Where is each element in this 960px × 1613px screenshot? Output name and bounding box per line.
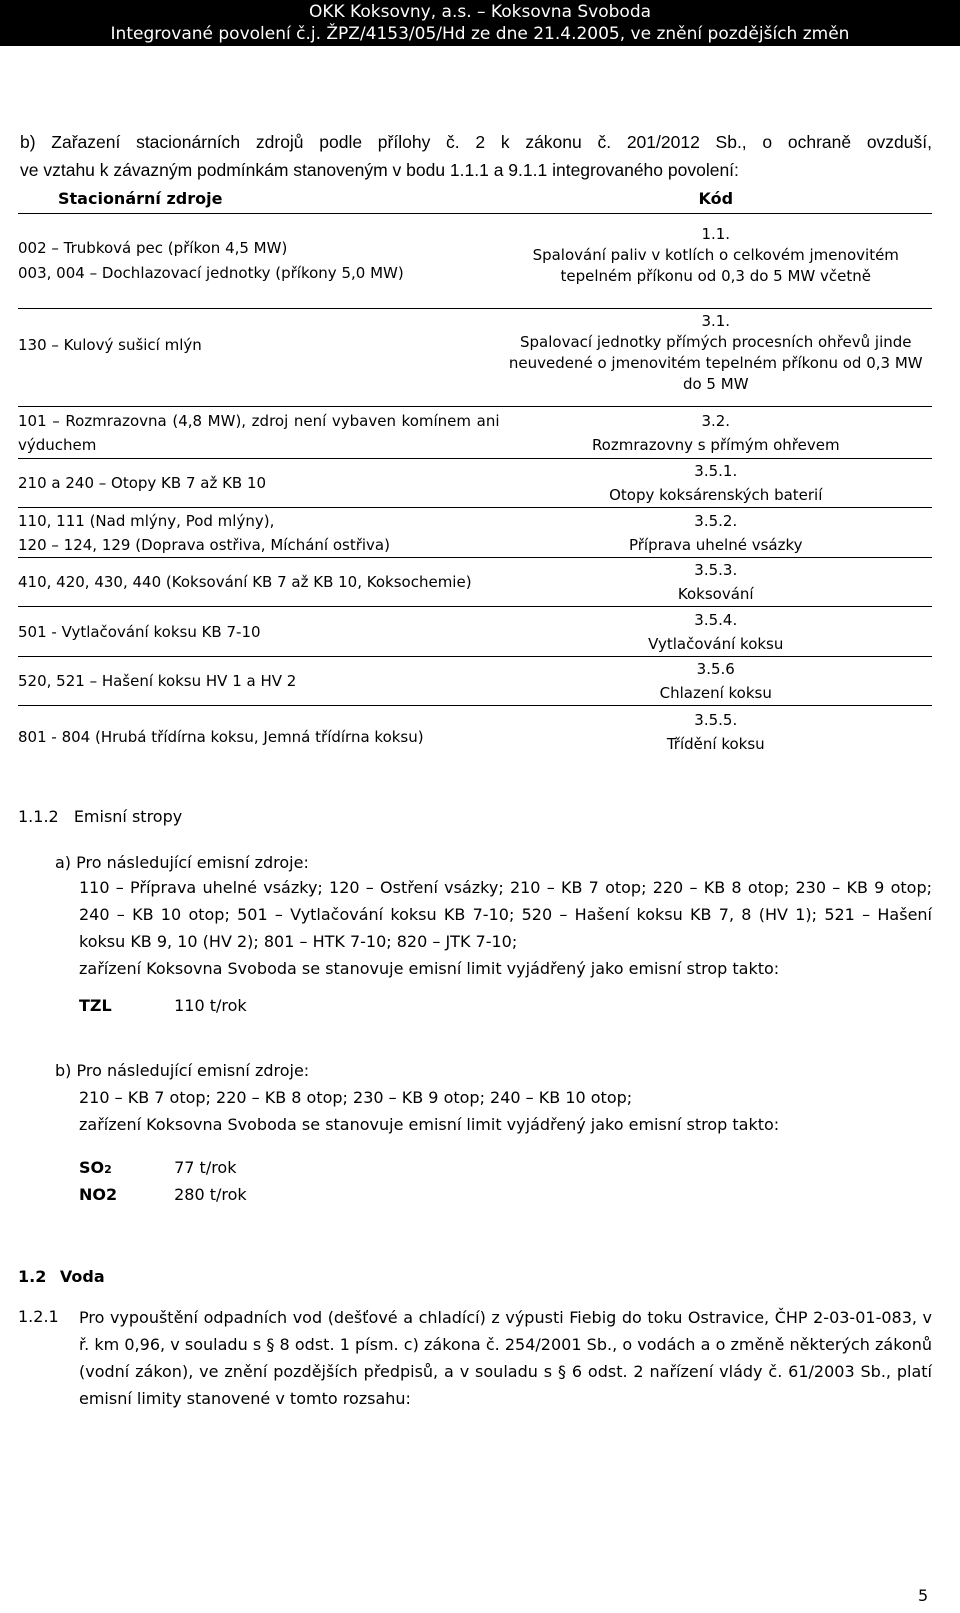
intro-paragraph bbox=[20, 128, 932, 184]
col-header-code: Kód bbox=[500, 183, 933, 214]
emission-a-statement: zařízení Koksovna Svoboda se stanovuje emisní limit vyjádřený jako emisní strop takto: bbox=[79, 959, 780, 978]
emission-heading-number: 1.1.2 bbox=[18, 807, 59, 826]
row-code-cell bbox=[500, 309, 933, 407]
table-row bbox=[18, 657, 932, 706]
table-row bbox=[18, 508, 932, 558]
code: 3.5.1. bbox=[694, 462, 738, 480]
table-row bbox=[18, 309, 932, 407]
row-code-cell bbox=[500, 459, 933, 508]
code-description: Třídění koksu bbox=[666, 735, 765, 753]
header-company: OKK Koksovny, a.s. – Koksovna Svoboda bbox=[308, 2, 652, 22]
source-line: 501 - Vytlačování koksu KB 7-10 bbox=[18, 622, 261, 641]
code: 3.5.5. bbox=[694, 711, 738, 729]
table-row bbox=[18, 558, 932, 607]
item-title: Pro následující emisní zdroje: bbox=[76, 853, 309, 872]
page-header bbox=[0, 0, 960, 46]
table-row bbox=[18, 407, 932, 459]
source-line: 520, 521 – Hašení koksu HV 1 a HV 2 bbox=[18, 672, 297, 690]
source-line: 801 - 804 (Hrubá třídírna koksu, Jemná třídírna koksu) bbox=[18, 727, 424, 746]
code-description: Rozmrazovny s přímým ohřevem bbox=[591, 435, 840, 454]
code-description: Vytlačování koksu bbox=[648, 634, 784, 653]
emission-b-statement: zařízení Koksovna Svoboda se stanovuje emisní limit vyjádřený jako emisní strop takto: bbox=[79, 1115, 780, 1134]
code: 3.2. bbox=[701, 411, 731, 430]
code: 3.5.3. bbox=[694, 561, 738, 579]
code: 3.5.2. bbox=[694, 511, 738, 530]
row-code-cell bbox=[500, 214, 933, 309]
table-row bbox=[18, 214, 932, 309]
code-description: Spalování paliv v kotlích o celkovém jmenovitém tepelném příkonu od 0,3 do 5 MW včetně bbox=[532, 246, 899, 285]
item-label: a) bbox=[55, 853, 72, 872]
row-sources bbox=[18, 508, 500, 558]
item-title: Pro následující emisní zdroje: bbox=[76, 1061, 310, 1080]
emission-b-limit-1 bbox=[79, 1155, 236, 1182]
water-item-text: Pro vypouštění odpadních vod (dešťové a chladící) z výpusti Fiebig do toku Ostravice, ČHP 2-03-01-083, v ř. km 0,96, v souladu s § 8 odst. 1 písm. c) zákona č. 254/2001 Sb., o vodách a o změně některých zákonů (vodní zákon), ve znění pozdějších předpisů, a v souladu s § 6 odst. 2 nařízení vlády č. 61/2003 Sb., platí emisní limity stanovené v tomto rozsahu: bbox=[79, 1308, 932, 1408]
table-header-row bbox=[18, 183, 932, 214]
emission-b-sources: 210 – KB 7 otop; 220 – KB 8 otop; 230 – KB 9 otop; 240 – KB 10 otop; bbox=[79, 1088, 633, 1107]
source-line: 110, 111 (Nad mlýny, Pod mlýny), bbox=[18, 511, 275, 530]
pollutant-limit: 110 t/rok bbox=[174, 996, 247, 1015]
item-label: b) bbox=[55, 1061, 72, 1080]
table-row bbox=[18, 706, 932, 768]
emission-heading bbox=[18, 804, 182, 829]
row-sources bbox=[18, 309, 500, 407]
table-row bbox=[18, 459, 932, 508]
pollutant-limit: 77 t/rok bbox=[174, 1158, 237, 1177]
row-sources bbox=[18, 459, 500, 508]
emission-a-sources: 110 – Příprava uhelné vsázky; 120 – Ostření vsázky; 210 – KB 7 otop; 220 – KB 8 otop; 230 – KB 9 otop; 240 – KB 10 otop; 501 – Vytlačování koksu KB 7-10; 520 – Hašení koksu KB 7, 8 (HV 1); 521 – Hašení koksu KB 9, 10 (HV 2); 801 – HTK 7-10; 820 – JTK 7-10; bbox=[79, 878, 932, 951]
row-sources bbox=[18, 214, 500, 309]
row-code-cell bbox=[500, 607, 933, 657]
water-heading-title: Voda bbox=[59, 1267, 105, 1286]
pollutant-name: NO2 bbox=[79, 1185, 118, 1204]
code-description: Spalovací jednotky přímých procesních ohřevů jinde neuvedené o jmenovitém tepelném příkonu od 0,3 MW do 5 MW bbox=[508, 333, 923, 393]
source-line: 101 – Rozmrazovna (4,8 MW), zdroj není vybaven komínem ani výduchem bbox=[18, 411, 500, 454]
intro-line-2: ve vztahu k závazným podmínkám stanoveným v bodu 1.1.1 a 9.1.1 integrovaného povolení: bbox=[20, 160, 739, 180]
water-heading-number: 1.2 bbox=[18, 1267, 47, 1286]
emission-b-limit-2 bbox=[79, 1182, 247, 1207]
row-sources bbox=[18, 706, 500, 768]
row-code-cell bbox=[500, 657, 933, 706]
header-permit: Integrované povolení č.j. ŽPZ/4153/05/Hd ze dne 21.4.2005, ve znění pozdějších změn bbox=[110, 24, 850, 44]
code: 3.1. bbox=[701, 312, 731, 330]
code-description: Příprava uhelné vsázky bbox=[628, 535, 803, 554]
table-row bbox=[18, 607, 932, 657]
col-header-sources: Stacionární zdroje bbox=[18, 183, 500, 214]
water-item-number: 1.2.1 bbox=[18, 1307, 59, 1326]
code-description: Koksování bbox=[677, 585, 754, 603]
row-sources bbox=[18, 407, 500, 459]
classification-table bbox=[18, 183, 932, 768]
code-description: Chlazení koksu bbox=[659, 684, 772, 702]
pollutant-name: TZL bbox=[79, 996, 112, 1015]
code: 3.5.4. bbox=[694, 610, 738, 629]
row-code-cell bbox=[500, 558, 933, 607]
source-line: 130 – Kulový sušicí mlýn bbox=[18, 336, 202, 354]
emission-a-limit bbox=[79, 993, 247, 1018]
code: 1.1. bbox=[701, 225, 731, 243]
intro-line-1: b) Zařazení stacionárních zdrojů podle přílohy č. 2 k zákonu č. 201/2012 Sb., o ochraně ovzduší, bbox=[20, 132, 932, 152]
emission-b-title bbox=[55, 1058, 309, 1083]
row-sources bbox=[18, 607, 500, 657]
source-line: 120 – 124, 129 (Doprava ostřiva, Míchání ostřiva) bbox=[18, 535, 390, 554]
page-number: 5 bbox=[918, 1586, 929, 1605]
code: 3.5.6 bbox=[696, 660, 735, 678]
emission-heading-title: Emisní stropy bbox=[73, 807, 183, 826]
row-code-cell bbox=[500, 407, 933, 459]
source-line: 410, 420, 430, 440 (Koksování KB 7 až KB 10, Koksochemie) bbox=[18, 573, 472, 591]
water-heading bbox=[18, 1264, 105, 1289]
row-sources bbox=[18, 657, 500, 706]
row-code-cell bbox=[500, 706, 933, 768]
emission-a-title bbox=[55, 850, 309, 875]
pollutant-symbol: SO bbox=[79, 1158, 105, 1177]
pollutant-subscript: 2 bbox=[104, 1163, 112, 1176]
source-line: 210 a 240 – Otopy KB 7 až KB 10 bbox=[18, 474, 267, 492]
code-description: Otopy koksárenských baterií bbox=[609, 486, 823, 504]
row-code-cell bbox=[500, 508, 933, 558]
row-sources bbox=[18, 558, 500, 607]
source-line: 002 – Trubková pec (příkon 4,5 MW) bbox=[18, 239, 288, 257]
pollutant-name bbox=[79, 1155, 169, 1182]
pollutant-limit: 280 t/rok bbox=[174, 1185, 247, 1204]
source-line: 003, 004 – Dochlazovací jednotky (příkony 5,0 MW) bbox=[18, 264, 404, 282]
